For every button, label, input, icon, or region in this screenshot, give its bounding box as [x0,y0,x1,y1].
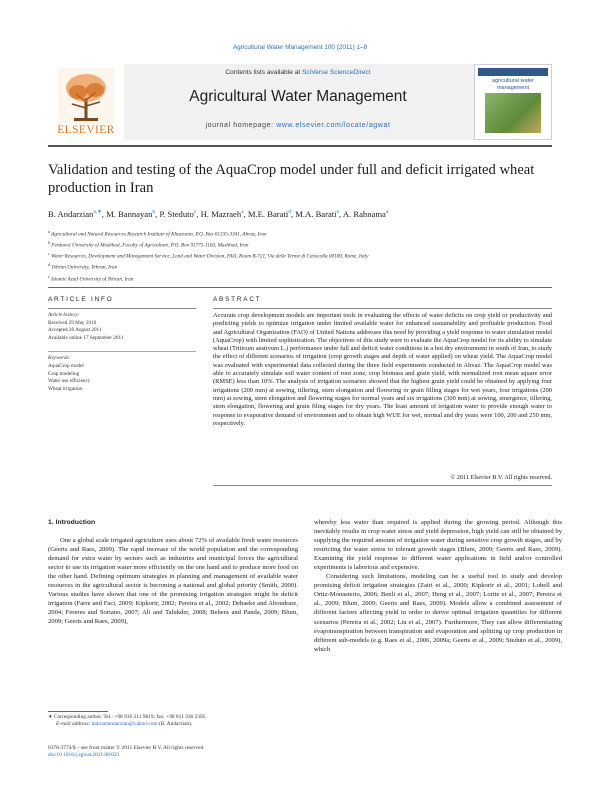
author-affiliation-marker[interactable]: a [241,209,244,216]
affiliation-item [48,261,558,272]
info-divider [48,308,196,309]
journal-homepage [128,122,468,129]
author-name[interactable]: B. Andarzian [48,209,94,219]
keywords-block [48,355,196,394]
email-line [48,721,298,728]
body-left-column [48,518,298,627]
journal-citation[interactable]: Agricultural Water Management 100 (2011) 1–8 [232,44,368,51]
header-divider [48,145,552,147]
footnote-divider [48,711,108,712]
history-received: Received 29 May 2010 [48,319,97,326]
issn-line: 0378-3774/$ – see front matter © 2011 Elsevier B.V. All rights reserved. [48,745,205,751]
keywords-divider [48,351,196,352]
author-affiliation-marker[interactable]: c [193,209,197,216]
article-history [48,312,196,342]
doi-link[interactable]: doi:10.1016/j.agwat.2011.08.023 [48,752,120,759]
abstract-heading: ABSTRACT [213,296,262,303]
affiliation-text: Water Resources, Development and Management Service, Land and Water Division, FAO, Room B-721, Via delle Terme di Caracalla 00100, Rome, Italy [51,254,369,261]
author-affiliation-marker[interactable]: d [288,209,291,216]
affiliation-key: d [48,262,50,268]
keywords-label: Keywords: [48,355,71,361]
author-name[interactable]: H. Mazraeh [200,209,242,219]
author-affiliation-marker[interactable]: a [385,209,389,216]
journal-cover-thumbnail[interactable] [474,64,552,140]
body-paragraph: One a global scale irrigated agriculture uses about 72% of available fresh water resources (Geerts and Raes, 2009). The rapid increase of the world population and the corresponding demand for extra water by sectors such as industries and municipal forces the agricultural sector to use its irrigation water more efficiently on the one hand and to produce more food on the other hand. Defining optimum strategies in planning and management of available water resources in the agricultural sector is becoming a national and global priority (Smith, 2000). Various studies have shown that one of the promising irrigation strategies might be deficit irrigation (Farre and Faci, 2009; Kipkorir, 2002; Pereira et al., 2002; Debaeke and Aboudrare, 2004; Fereres and Soriano, 2007; Ali and Talukder, 2008; Behera and Panda, 2009; Blum, 2009; Geerts and Raes, 2009), [48,537,298,626]
issn-block [48,745,298,760]
journal-header [48,64,552,140]
affiliation-key: b [48,240,50,246]
article-info-heading: ARTICLE INFO [48,296,114,303]
affiliation-key: c [48,251,50,257]
history-accepted: Accepted 26 August 2011 [48,327,102,333]
author-name[interactable]: P. Steduto [159,209,194,219]
homepage-prefix: journal homepage: [205,122,277,129]
author-name[interactable]: M. Bannayan [106,209,153,219]
section-divider [48,287,552,288]
keyword-item: Wheat irrigation [48,386,83,393]
history-label: Article history: [48,312,80,318]
author-list [48,209,558,219]
author-name[interactable]: M.E. Barati [247,209,289,219]
author-separator: , [101,209,107,219]
affiliation-text: Ferdowsi University of Mashhad, Faculty of Agriculture, P.O. Box 91775-1163, Mashhad, Iran [51,242,249,249]
journal-title: Agricultural Water Management [189,88,407,105]
abstract-text: Accurate crop development models are important tools in evaluating the effects of water deficits on crop yield or productivity and predicting yields to optimize irrigation under limited available water for enhanced sustainability and profitable production. Food and Agricultural Organization (FAO) of United Nations addresses this need by providing a yield response to water simulation model (AquaCrop) with limited sophistication. The objectives of this study were to evaluate the AquaCrop model for its ability to simulate wheat (Triticum aestivum L.) performance under full and deficit water conditions in a hot dry environment in south of Iran, to study the effect of different scenarios of irrigation (crop growth stages and depth of water applied) on wheat yield. The AquaCrop model was evaluated with experimental data collected during the three field experiments conducted in Ahvaz. The AquaCrop model was able to accurately simulate soil water content of root zone, crop biomass and grain yield, with normalized root mean square error (RMSE) less than 10%. The analysis of irrigation scenarios showed that the highest grain yield could be obtained by applying four irrigations (200 mm) at sowing, tillering, stem elongation and flowering or grain filling stages for wet years, four irrigations (200 mm) at sowing, stem elongation and flowering stages for normal years and six irrigations (300 mm) at sowing, emergence, tillering, stem elongation, flowering and grain filing stages for dry years. The least amount of irrigation water to provide enough water to response to evaporative demand of environment and to obtain high WUE for wet, normal and dry years were 100, 200 and 250 mm, respectively. [213,312,552,427]
publisher-name: ELSEVIER [57,124,115,136]
abstract-bottom-divider [213,485,552,486]
email-link[interactable]: bahramandarzian@yahoo.com [91,721,158,728]
elsevier-tree-icon [58,68,114,124]
affiliation-list [48,228,558,284]
affiliation-item [48,239,558,250]
author-name[interactable]: M.A. Barati [295,209,337,219]
body-paragraph: Considering such limitations, modeling can be a useful tool to study and develop promising deficit irrigation strategies (Zairi et al., 2000; Kipkorir et al., 2001; Lobell and Ortiz-Monasterio, 2006; Benli et al., 2007; Heng et al., 2007; Lorite et al., 2007; Pereira et al., 2009; Blum, 2009; Geerts and Raes, 2009). Models allow a combined assessment of different factors affecting yield in order to derive optimal irrigation quantities for different scenarios (Pereira et al., 2002; Liu et al., 2007). Furthermore, They can allow differentiating evapotranspiration between transpiration and evaporation and splitting up crop production in different sub-models (e.g. Raes et al., 2006, 2009a; Geerts et al., 2009; Steduto et al., 2009), which [314,573,562,653]
keyword-item: Crop modeling [48,370,80,377]
elsevier-logo[interactable] [48,64,124,140]
corresponding-author-line: ∗ Corresponding author. Tel.: +98 916 311 9819; fax: +98 611 336 2305. [48,714,207,720]
affiliation-text: Islamic Azad University of Tehran, Iran [51,276,134,283]
history-online: Available online 17 September 2011 [48,334,124,341]
author-separator: , [339,209,343,219]
body-right-column [314,518,562,654]
keyword-item: Water use efficiency [48,378,91,385]
cover-image [485,93,541,133]
copyright-notice: © 2011 Elsevier B.V. All rights reserved. [450,474,552,481]
body-paragraph: whereby less water than required is applied during the growing period. Although this inevitably results in crop water stress and yield depression, high yield can still be obtained by supplying the required amount of irrigation water during sensitive crop growth stages, and by restricting the water stress to tolerant growth stages (Blum, 2009; Geerts and Raes, 2009). Examining the yield response to different water applications in field and/or controlled experiments is laborious and expensive. [314,519,562,572]
cover-banner [478,68,548,76]
homepage-link[interactable]: www.elsevier.com/locate/agwat [276,122,391,129]
affiliation-text: Agricultural and Natural Resources Research Institute of Khuzestan, P.O. Box 61335-3341, Ahvaz, Iran [51,231,267,238]
corresponding-author-footnote [48,714,298,729]
author-affiliation-marker[interactable]: b [152,209,156,216]
author-separator: , [243,209,248,219]
section-heading: 1. Introduction [48,519,96,526]
sciencedirect-link[interactable]: SciVerse ScienceDirect [302,69,371,76]
affiliation-item [48,250,558,261]
author-name[interactable]: A. Rahnama [342,209,386,219]
author-separator: , [155,209,160,219]
abstract-divider [213,308,552,309]
affiliation-item [48,273,558,284]
affiliation-key: e [48,273,50,279]
affiliation-item [48,228,558,239]
author-affiliation-marker[interactable]: e [336,209,340,216]
author-separator: , [290,209,296,219]
contents-prefix: Contents lists available at [225,69,303,76]
email-suffix: (B. Andarzian). [157,721,193,728]
author-affiliation-marker[interactable]: a,∗ [93,209,102,216]
email-label: E-mail address: [56,721,92,728]
affiliation-text: Tehran University, Tehran, Iran [51,265,118,272]
keyword-item: AquaCrop model [48,362,84,369]
cover-title: agricultural water management [492,78,534,91]
affiliation-key: a [48,229,50,234]
article-title: Validation and testing of the AquaCrop model under full and deficit irrigated wheat production in Iran [48,162,535,196]
contents-line [128,69,468,76]
author-separator: , [196,209,201,219]
